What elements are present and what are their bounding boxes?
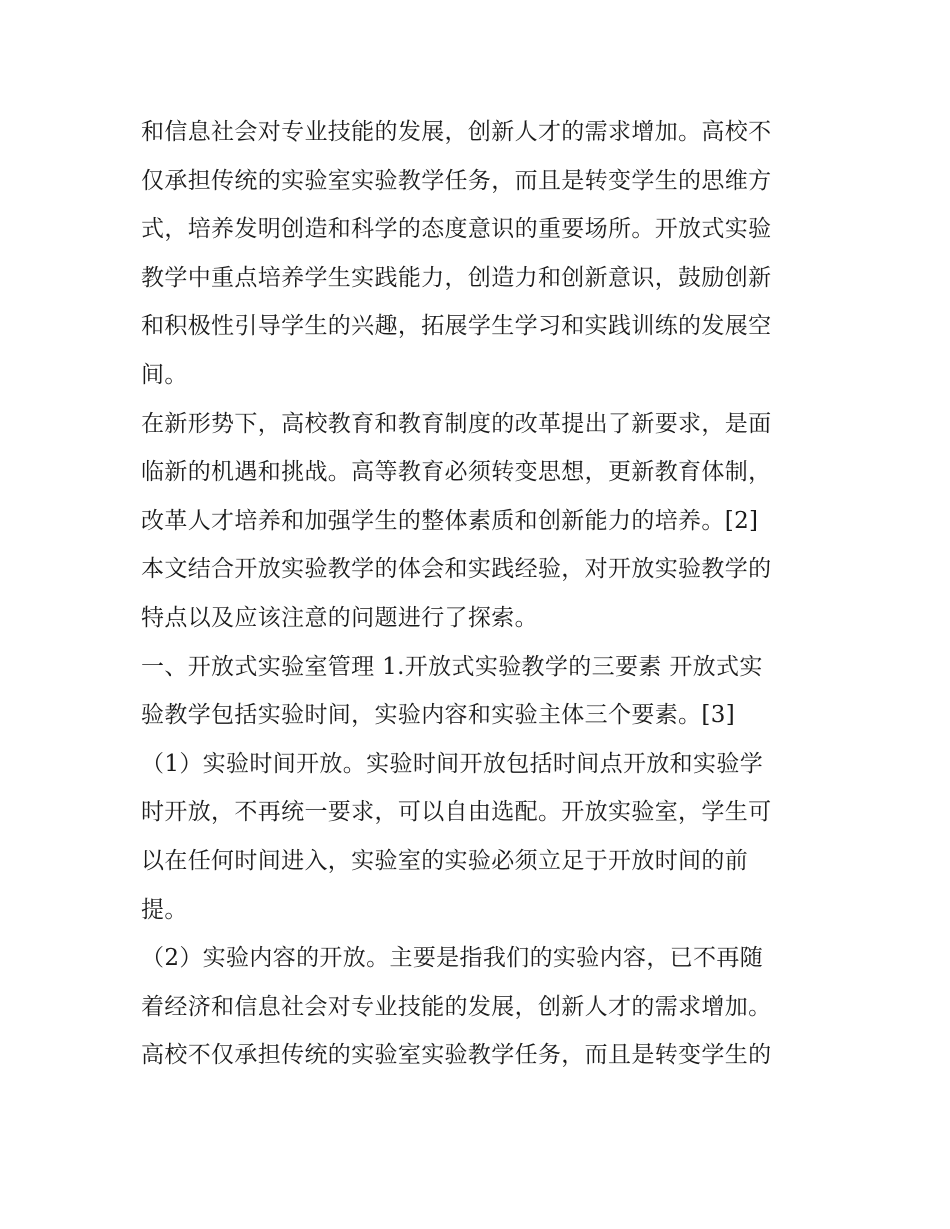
- text-line: 间。: [141, 361, 188, 388]
- text-line: 仅承担传统的实验室实验教学任务，而且是转变学生的思维方: [141, 167, 772, 194]
- section-heading-line: 一、开放式实验室管理 1.开放式实验教学的三要素 开放式实: [141, 653, 763, 680]
- text-line: （2）实验内容的开放。主要是指我们的实验内容，已不再随: [141, 945, 764, 972]
- text-line: 特点以及应该注意的问题进行了探索。: [141, 604, 538, 631]
- text-line: 教学中重点培养学生实践能力，创造力和创新意识，鼓励创新: [141, 264, 772, 291]
- text-line: 着经济和信息社会对专业技能的发展，创新人才的需求增加。: [141, 993, 772, 1020]
- text-line: 本文结合开放实验教学的体会和实践经验，对开放实验教学的: [141, 556, 772, 583]
- text-line: 和积极性引导学生的兴趣，拓展学生学习和实践训练的发展空: [141, 313, 772, 340]
- text-line: 时开放，不再统一要求，可以自由选配。开放实验室，学生可: [141, 799, 772, 826]
- text-line: 高校不仅承担传统的实验室实验教学任务，而且是转变学生的: [141, 1042, 772, 1069]
- body-text: [141, 108, 821, 1080]
- text-line: 在新形势下，高校教育和教育制度的改革提出了新要求，是面: [141, 410, 772, 437]
- text-line: 以在任何时间进入，实验室的实验必须立足于开放时间的前: [141, 847, 749, 874]
- text-line: 和信息社会对专业技能的发展，创新人才的需求增加。高校不: [141, 119, 772, 145]
- text-line: 改革人才培养和加强学生的整体素质和创新能力的培养。[2]: [141, 507, 759, 534]
- text-line: 提。: [141, 896, 188, 923]
- text-line: 临新的机遇和挑战。高等教育必须转变思想，更新教育体制，: [141, 459, 772, 486]
- text-line: 验教学包括实验时间，实验内容和实验主体三个要素。[3]: [141, 702, 736, 729]
- text-line: （1）实验时间开放。实验时间开放包括时间点开放和实验学: [141, 750, 764, 777]
- text-line: 式，培养发明创造和科学的态度意识的重要场所。开放式实验: [141, 216, 772, 243]
